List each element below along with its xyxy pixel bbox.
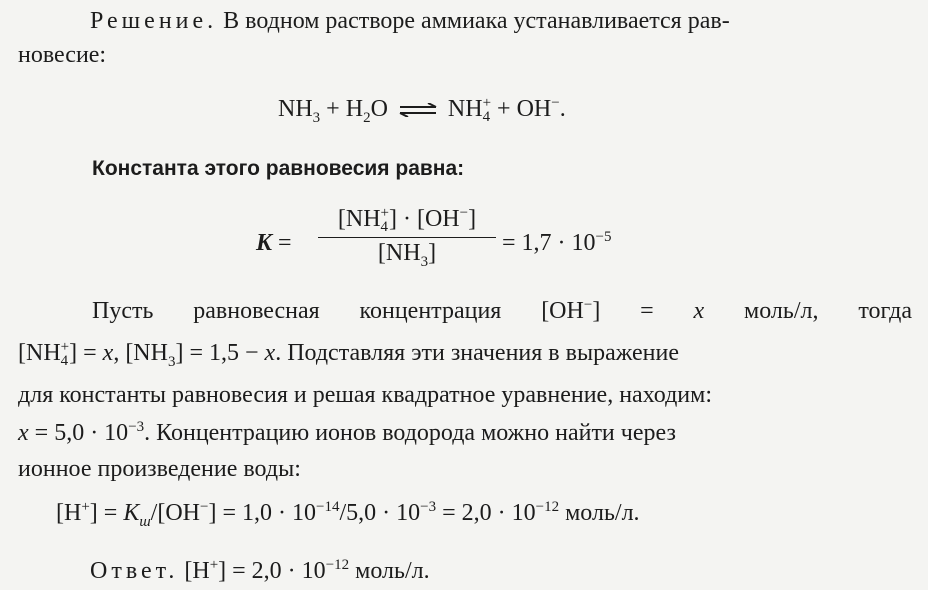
unit: моль/л. <box>565 500 640 526</box>
paragraph-line-5 <box>18 454 301 484</box>
variable-x: x <box>102 340 114 366</box>
constant-value <box>502 228 612 258</box>
exponent: −14 <box>316 499 340 515</box>
fraction-numerator <box>318 206 496 235</box>
superscript: + <box>60 339 70 355</box>
paragraph-text: Пусть равновесная концентрация <box>92 298 502 324</box>
expr-part: ] = <box>592 298 654 324</box>
subscript: 2 <box>363 109 371 126</box>
numerator-part: ] · [OH <box>389 206 460 232</box>
expr-part: [OH <box>541 298 584 324</box>
superscript: + <box>380 205 389 221</box>
superscript: − <box>583 297 593 313</box>
superscript: − <box>459 205 469 221</box>
paragraph-line-2 <box>18 338 679 369</box>
paragraph-line-4 <box>18 418 676 448</box>
period: . <box>559 96 566 122</box>
k-water-symbol: K <box>123 500 140 526</box>
paragraph-text: . Подставляя эти значения в выражение <box>275 340 679 366</box>
answer-line <box>90 556 430 586</box>
solution-line-2 <box>18 40 106 70</box>
expr-part: ] = 1,0 · 10 <box>208 500 316 526</box>
expr-part: /5,0 · 10 <box>339 500 421 526</box>
variable-x: x <box>693 298 705 324</box>
reactant-h2o-tail: O <box>370 96 388 122</box>
denominator-part: ] <box>428 240 437 266</box>
expr-part: = 2,0 · 10 <box>442 500 536 526</box>
paragraph-text: тогда <box>858 298 912 324</box>
expr-part: /[OH <box>150 500 200 526</box>
constant-value-text: = 1,7 · 10 <box>502 230 596 256</box>
solution-heading: Решение. <box>90 8 218 34</box>
product-oh: OH <box>516 96 552 122</box>
reaction-equation <box>278 94 566 125</box>
superscript-subscript <box>483 96 491 125</box>
expr-part: [H <box>184 558 210 584</box>
plus-sign: + <box>326 96 340 122</box>
fraction-denominator <box>318 240 496 270</box>
subscript: 3 <box>167 353 176 370</box>
expr-part: = 5,0 · 10 <box>34 420 129 446</box>
plus-sign: + <box>497 96 511 122</box>
subscript: ш <box>139 513 151 530</box>
paragraph-text: для константы равновесия и решая квадратное уравнение, находим: <box>18 382 712 408</box>
numerator-part: ] <box>468 206 477 232</box>
exponent: −12 <box>325 557 350 573</box>
k-symbol: K <box>256 230 273 256</box>
superscript: + <box>209 557 219 573</box>
superscript: − <box>551 95 560 111</box>
expr-part: [NH <box>18 340 61 366</box>
denominator-part: [NH <box>377 240 421 266</box>
expr-part: , [NH <box>113 340 168 366</box>
subscript: 3 <box>420 253 429 270</box>
answer-label: Ответ. <box>90 558 179 584</box>
exponent: −12 <box>535 499 560 515</box>
subscript: 4 <box>380 219 389 236</box>
expr-part: ] = <box>69 340 97 366</box>
subscript: 3 <box>312 109 321 126</box>
expr-part: ] = <box>89 500 118 526</box>
fraction-bar <box>318 237 496 239</box>
expr-part: [H <box>56 500 82 526</box>
variable-x: x <box>264 340 276 366</box>
constant-heading <box>92 154 464 184</box>
solution-line-1 <box>90 6 730 36</box>
constant-heading-text: Константа этого равновесия равна: <box>92 157 465 180</box>
variable-x: x <box>18 420 29 446</box>
equals-sign: = <box>278 230 292 256</box>
constant-fraction <box>318 205 496 270</box>
constant-symbol <box>256 228 292 258</box>
paragraph-line-3 <box>18 380 712 410</box>
superscript-subscript <box>61 340 69 369</box>
solution-intro-2: новесие: <box>18 42 107 68</box>
superscript: + <box>81 499 90 515</box>
exponent: −3 <box>420 499 437 515</box>
exponent: −3 <box>128 419 145 435</box>
paragraph-text: ионное произведение воды: <box>18 456 301 482</box>
hydrogen-equation <box>56 498 640 528</box>
solution-intro-1: В водном растворе аммиака устанавливается рав- <box>223 8 730 34</box>
expr-part: ] = 1,5 − <box>175 340 259 366</box>
expr-part: ] = 2,0 · 10 <box>218 558 326 584</box>
superscript-subscript <box>381 206 389 235</box>
oh-expression <box>541 298 818 324</box>
exponent: −5 <box>595 229 612 245</box>
reactant-h2o: H <box>345 96 364 122</box>
superscript: + <box>482 95 492 111</box>
paragraph-text: . Концентрацию ионов водорода можно найти через <box>144 420 676 446</box>
unit: моль/л. <box>355 558 430 584</box>
reactant-nh3: NH <box>278 96 313 122</box>
subscript: 4 <box>60 353 69 370</box>
superscript: − <box>200 499 209 515</box>
numerator-part: [NH <box>337 206 381 232</box>
equilibrium-arrow-icon <box>398 103 438 117</box>
subscript: 4 <box>482 109 491 126</box>
paragraph-line-1 <box>92 296 912 326</box>
product-nh4: NH <box>447 96 483 122</box>
unit: моль/л, <box>744 298 819 324</box>
